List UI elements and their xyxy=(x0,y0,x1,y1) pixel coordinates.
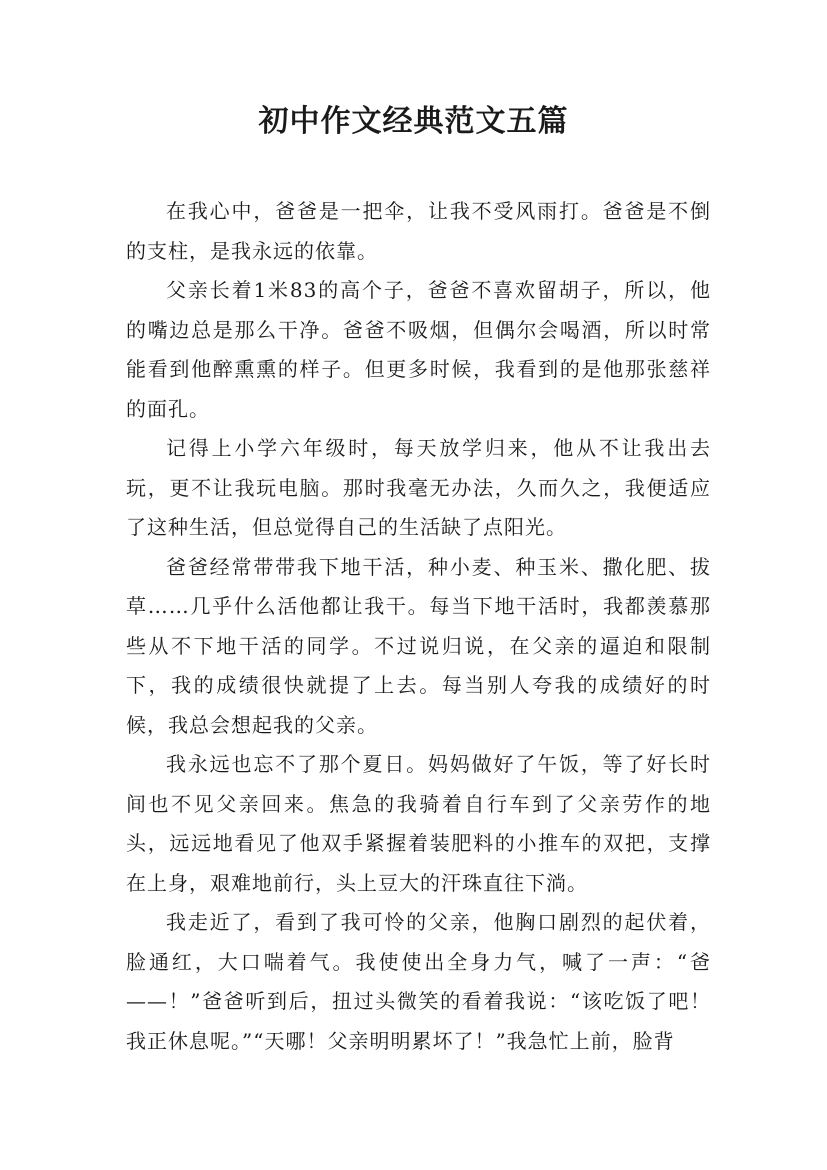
paragraph: 爸爸经常带带我下地干活，种小麦、种玉米、撒化肥、拔草……几乎什么活他都让我干。每当下地干活时，我都羡慕那些从不下地干活的同学。不过说归说，在父亲的逼迫和限制下，我的成绩很快就提了上去。每当别人夸我的成绩好的时候，我总会想起我的父亲。 xyxy=(126,554,711,737)
document-body xyxy=(126,192,711,1061)
paragraph: 我永远也忘不了那个夏日。妈妈做好了午饭，等了好长时间也不见父亲回来。焦急的我骑着自行车到了父亲劳作的地头，远远地看见了他双手紧握着装肥料的小推车的双把，支撑在上身，艰难地前行，头上豆大的汗珠直往下淌。 xyxy=(126,752,711,895)
paragraph: 我走近了，看到了我可怜的父亲，他胸口剧烈的起伏着，脸通红，大口喘着气。我使使出全身力气，喊了一声：“爸——！”爸爸听到后，扭过头微笑的看着我说：“该吃饭了吧！我正休息呢。”“天哪！父亲明明累坏了！”我急忙上前，脸背 xyxy=(126,910,711,1053)
document-title: 初中作文经典范文五篇 xyxy=(258,104,569,139)
paragraph: 父亲长着1米83的高个子，爸爸不喜欢留胡子，所以，他的嘴边总是那么干净。爸爸不吸烟，但偶尔会喝酒，所以时常能看到他醉熏熏的样子。但更多时候，我看到的是他那张慈祥的面孔。 xyxy=(126,278,711,421)
paragraph: 在我心中，爸爸是一把伞，让我不受风雨打。爸爸是不倒的支柱，是我永远的依靠。 xyxy=(126,199,711,263)
paragraph: 记得上小学六年级时，每天放学归来，他从不让我出去玩，更不让我玩电脑。那时我毫无办法，久而久之，我便适应了这种生活，但总觉得自己的生活缺了点阳光。 xyxy=(126,436,711,539)
